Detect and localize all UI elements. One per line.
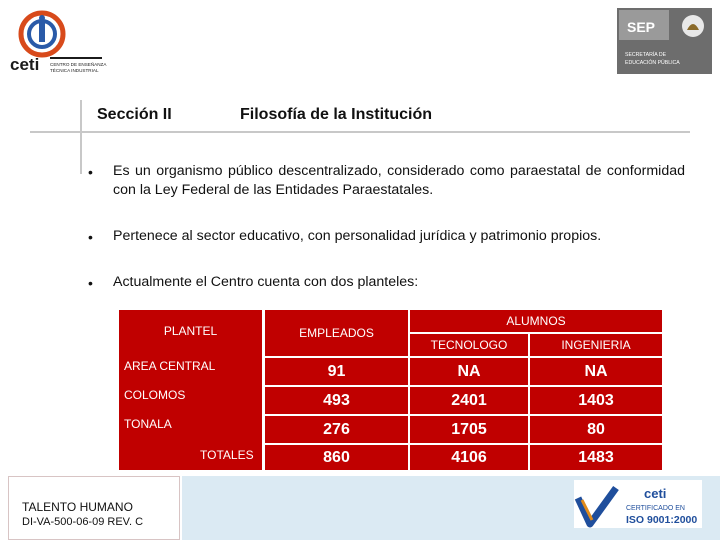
svg-text:CENTRO DE ENSEÑANZA: CENTRO DE ENSEÑANZA [50,62,107,67]
svg-text:ceti: ceti [644,486,667,501]
cell-tecnologo: 2401 [410,387,528,414]
bullet-icon: • [88,164,93,180]
cell-empleados: 493 [265,387,408,414]
footer-document-code: DI-VA-500-06-09 REV. C [22,516,144,528]
header-ingenieria: INGENIERIA [530,334,662,356]
bullet-icon: • [88,275,93,291]
bullet-text-1: Es un organismo público descentralizado, considerado como paraestatal de conformidad con la Ley Federal de las Entidades Paraestatales. [113,163,685,198]
cell-ingenieria: 1403 [530,387,662,414]
row-label-tonala: TONALA [124,417,172,431]
svg-text:ceti: ceti [10,55,40,74]
bullet-icon: • [88,229,93,245]
row-label-area-central: AREA CENTRAL [124,359,216,373]
svg-text:EDUCACIÓN PÚBLICA: EDUCACIÓN PÚBLICA [625,60,680,66]
row-label-totales: TOTALES [200,448,254,462]
cell-tecnologo: 1705 [410,416,528,443]
header-plantel: PLANTEL [119,310,262,356]
footer-department: TALENTO HUMANO [22,500,133,514]
svg-text:SEP: SEP [627,19,656,35]
plantel-column [119,356,262,470]
cell-ingenieria: 80 [530,416,662,443]
cell-tecnologo: NA [410,358,528,385]
svg-text:ISO 9001:2000: ISO 9001:2000 [626,514,698,526]
cell-total-tecnologo: 4106 [410,445,528,470]
divider-vertical [80,100,82,174]
cell-total-ingenieria: 1483 [530,445,662,470]
section-title: Filosofía de la Institución [240,106,433,123]
header-empleados: EMPLEADOS [265,310,408,356]
header-alumnos: ALUMNOS [410,310,662,332]
section-label: Sección II [97,106,172,123]
sep-logo [617,8,712,74]
ceti-logo [8,8,108,78]
divider-horizontal [30,131,690,133]
iso-certification-logo [574,480,702,528]
row-label-colomos: COLOMOS [124,388,186,402]
cell-empleados: 276 [265,416,408,443]
svg-text:CERTIFICADO EN: CERTIFICADO EN [626,505,685,512]
cell-ingenieria: NA [530,358,662,385]
bullet-text-2: Pertenece al sector educativo, con personalidad jurídica y patrimonio propios. [113,228,602,244]
svg-text:TÉCNICA INDUSTRIAL: TÉCNICA INDUSTRIAL [50,68,99,73]
cell-total-empleados: 860 [265,445,408,470]
cell-empleados: 91 [265,358,408,385]
bullet-text-3: Actualmente el Centro cuenta con dos planteles: [113,274,419,290]
header-tecnologo: TECNOLOGO [410,334,528,356]
svg-text:SECRETARÍA DE: SECRETARÍA DE [625,52,667,58]
